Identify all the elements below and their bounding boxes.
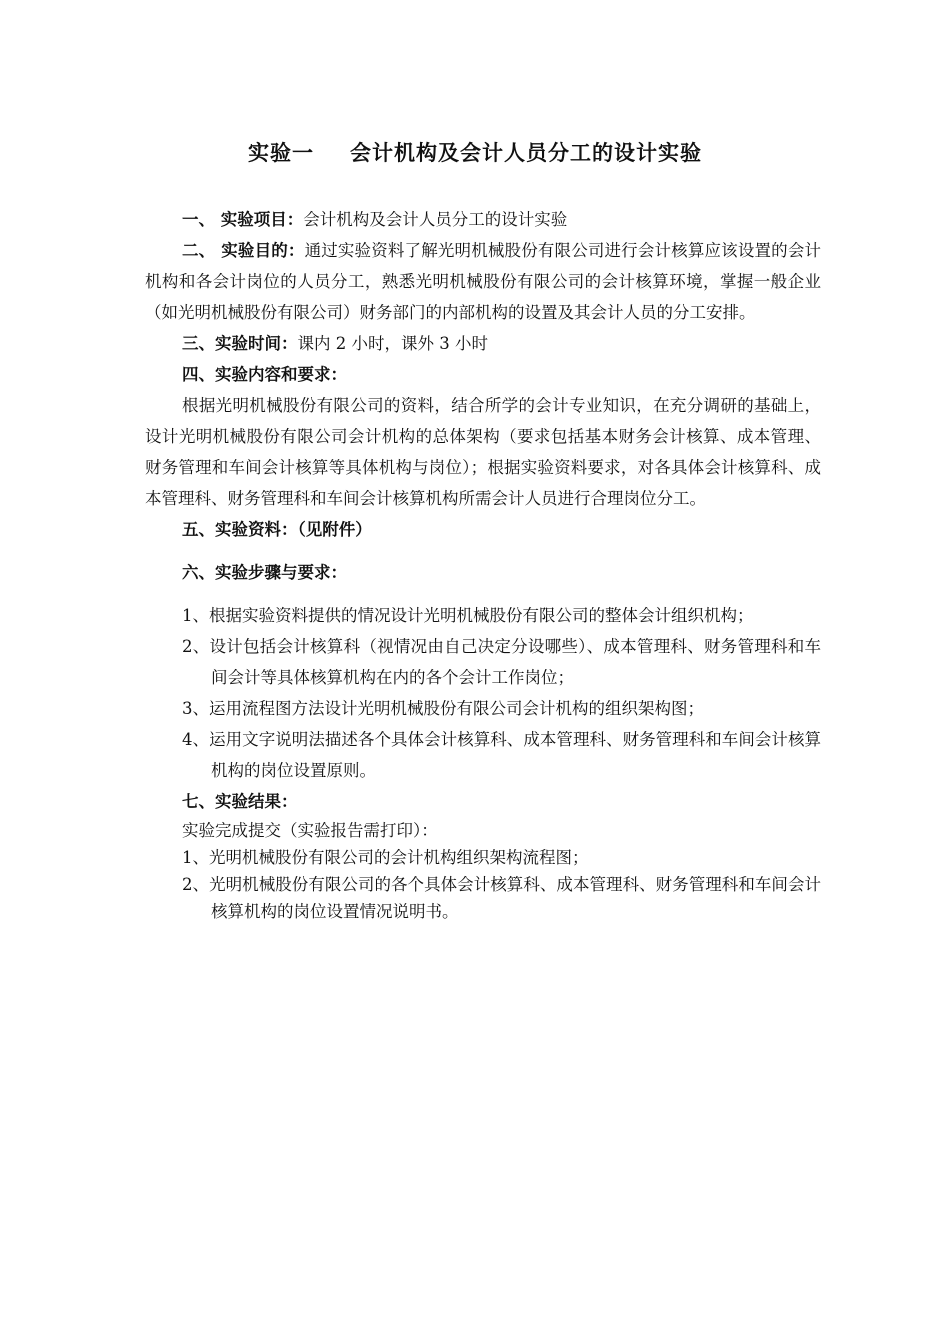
document-title — [0, 137, 950, 167]
step-item-4: 4、运用文字说明法描述各个具体会计核算科、成本管理科、财务管理科和车间会计核算机构的岗位设置原则。 — [182, 730, 821, 780]
section-2-text: 通过实验资料了解光明机械股份有限公司进行会计核算应该设置的会计机构和各会计岗位的人员分工，熟悉光明机械股份有限公司的会计核算环境，掌握一般企业（如光明机械股份有限公司）财务部门的内部机构的设置及其会计人员的分工安排。 — [145, 241, 821, 322]
section-5-label: 五、实验资料：（见附件） — [182, 520, 372, 539]
document-body — [145, 204, 821, 925]
section-4-heading — [145, 359, 821, 390]
result-item-2: 2、光明机械股份有限公司的各个具体会计核算科、成本管理科、财务管理科和车间会计核算机构的岗位设置情况说明书。 — [182, 875, 821, 921]
section-1 — [145, 204, 821, 235]
section-1-label: 一、 实验项目： — [182, 210, 304, 229]
section-2-label: 二、 实验目的： — [182, 241, 305, 260]
result-item-1: 1、光明机械股份有限公司的会计机构组织架构流程图； — [182, 848, 589, 867]
section-2 — [145, 235, 821, 328]
section-5-heading — [145, 514, 821, 545]
step-item-2: 2、设计包括会计核算科（视情况由自己决定分设哪些）、成本管理科、财务管理科和车间会计等具体核算机构在内的各个会计工作岗位； — [182, 637, 821, 687]
step-item-3: 3、运用流程图方法设计光明机械股份有限公司会计机构的组织架构图； — [182, 699, 704, 718]
section-6-label: 六、实验步骤与要求： — [182, 563, 347, 582]
section-4-body: 根据光明机械股份有限公司的资料，结合所学的会计专业知识，在充分调研的基础上，设计光明机械股份有限公司会计机构的总体架构（要求包括基本财务会计核算、成本管理、财务管理和车间会计核算等具体机构与岗位）；根据实验资料要求，对各具体会计核算科、成本管理科、财务管理科和车间会计核算机构所需会计人员进行合理岗位分工。 — [145, 396, 821, 508]
section-7-heading — [145, 786, 821, 817]
section-3-text: 课内 2 小时，课外 3 小时 — [297, 334, 488, 353]
step-item-1: 1、根据实验资料提供的情况设计光明机械股份有限公司的整体会计组织机构； — [182, 606, 754, 625]
section-1-text: 会计机构及会计人员分工的设计实验 — [303, 210, 568, 229]
section-6-heading — [145, 557, 821, 588]
title-part-2: 会计机构及会计人员分工的设计实验 — [350, 141, 702, 165]
section-3 — [145, 328, 821, 359]
section-7-label: 七、实验结果： — [182, 792, 298, 811]
results-block — [145, 817, 821, 925]
section-3-label: 三、实验时间： — [182, 334, 298, 353]
results-intro: 实验完成提交（实验报告需打印）： — [182, 821, 438, 840]
section-4-label: 四、实验内容和要求： — [182, 365, 347, 384]
title-part-1: 实验一 — [248, 141, 314, 165]
